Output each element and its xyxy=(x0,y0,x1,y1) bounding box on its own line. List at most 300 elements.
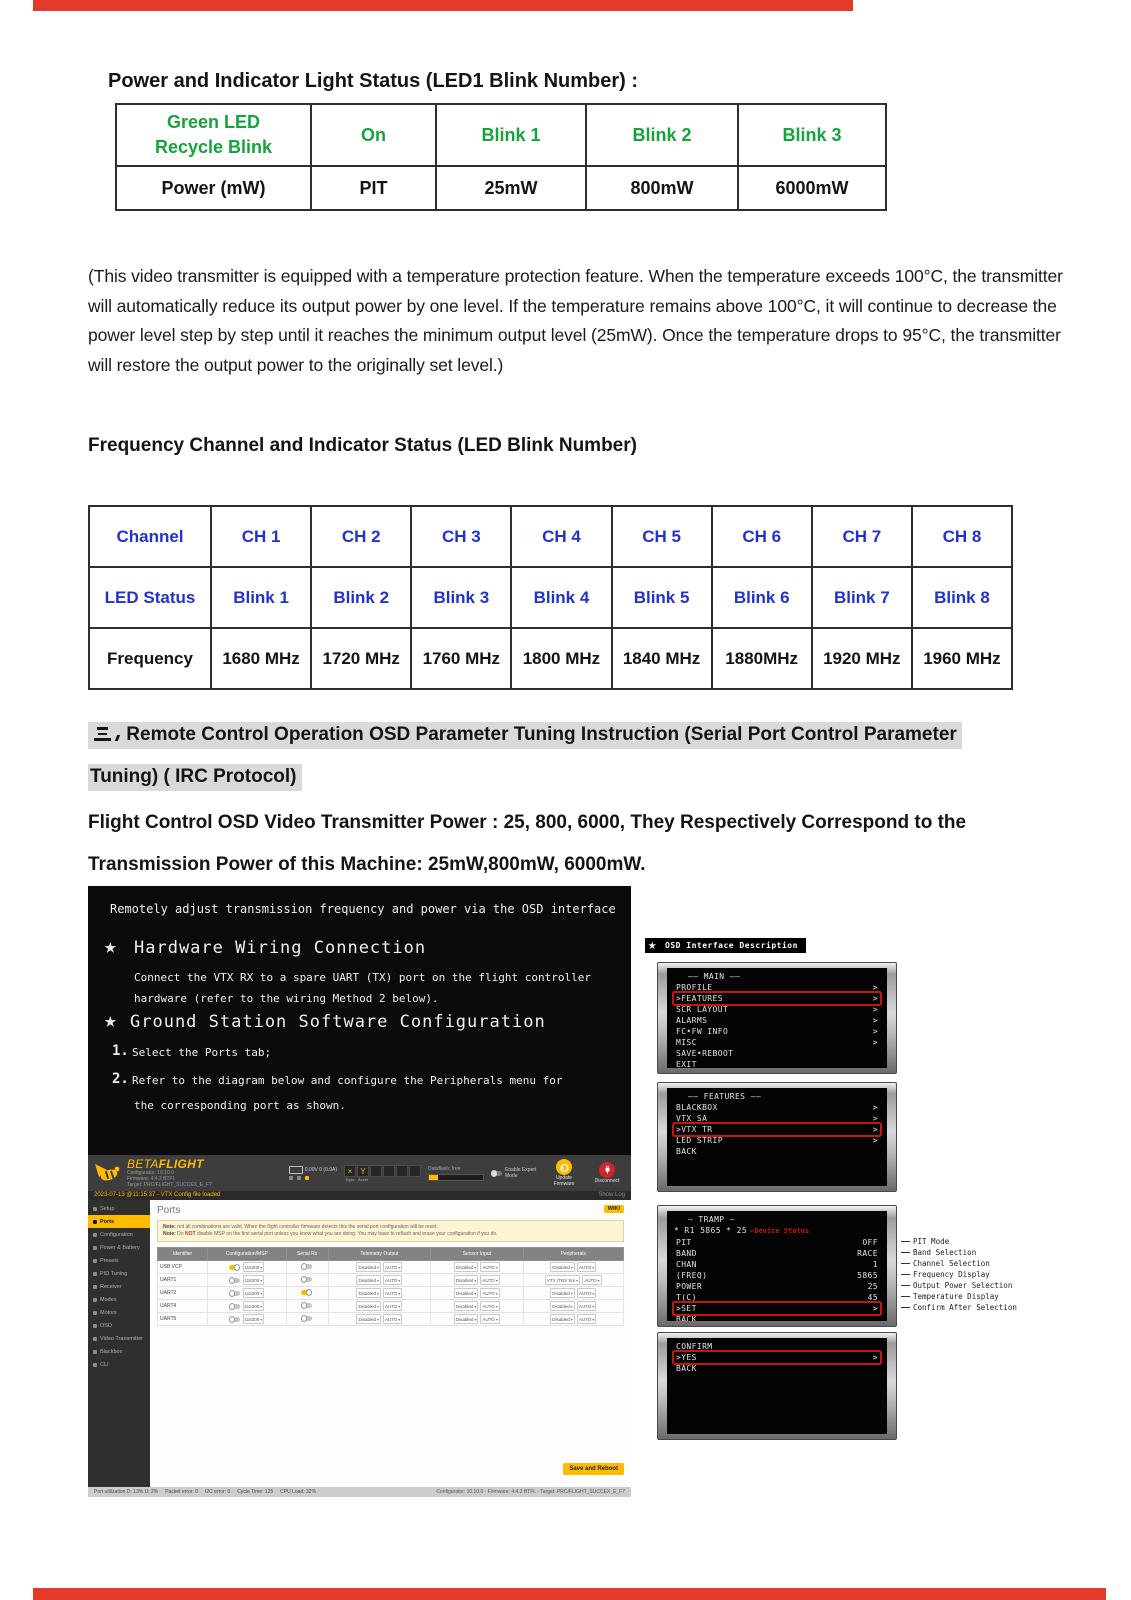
table-cell xyxy=(738,166,886,210)
msp-baud-select[interactable] xyxy=(243,1288,265,1298)
table-cell: Blink 7 xyxy=(812,567,912,628)
osd-menu-item[interactable] xyxy=(674,1341,880,1352)
osd-menu-item[interactable] xyxy=(674,1102,880,1113)
port-serialrx-cell xyxy=(286,1300,328,1313)
osd-item-label: SAVE•REBOOT xyxy=(676,1049,734,1058)
ports-note-line1 xyxy=(163,1224,618,1231)
chevron-down-icon: ▾ xyxy=(260,1316,263,1322)
chevron-down-icon: ▾ xyxy=(398,1264,401,1270)
osd-menu-item[interactable] xyxy=(674,1237,880,1248)
step2-text-b: the corresponding port as shown. xyxy=(134,1099,346,1112)
section3-heading-line2: Tuning) ( IRC Protocol) xyxy=(88,764,302,791)
telemetry-select[interactable] xyxy=(356,1275,381,1285)
port-sensor-cell xyxy=(431,1287,523,1300)
osd-item-label: (FREQ) xyxy=(676,1271,708,1280)
header-right-cluster xyxy=(289,1159,625,1187)
ports-table xyxy=(157,1247,624,1326)
select-value: 115200 xyxy=(244,1316,260,1322)
sidebar-item-icon xyxy=(93,1259,97,1263)
osd-annotation xyxy=(901,1291,999,1302)
betaflight-sidebar xyxy=(88,1200,150,1487)
port-identifier-cell: UART4 xyxy=(158,1300,208,1313)
hardware-wiring-body1: Connect the VTX RX to a spare UART (TX) port on the flight controller xyxy=(134,971,591,984)
osd-menu-item[interactable] xyxy=(674,1124,880,1135)
toggle-knob xyxy=(229,1290,235,1297)
battery-voltage-text: 0.00V 0 (0.0A) xyxy=(304,1167,337,1173)
peripheral-select-baud[interactable] xyxy=(582,1275,601,1285)
annotation-leader-line xyxy=(901,1252,910,1253)
select-value: VTX (TBS Sm xyxy=(546,1277,576,1283)
sidebar-item-label: Video Transmitter xyxy=(100,1335,144,1342)
msp-baud-select[interactable] xyxy=(243,1314,265,1324)
osd-item-label: CHAN xyxy=(676,1260,697,1269)
chevron-down-icon: ▾ xyxy=(495,1264,498,1270)
osd-menu-item[interactable] xyxy=(674,1363,880,1374)
serial-rx-toggle[interactable] xyxy=(301,1290,312,1295)
update-firmware-button[interactable] xyxy=(556,1159,572,1175)
telemetry-select[interactable] xyxy=(356,1314,381,1324)
chevron-down-icon: ▾ xyxy=(474,1303,477,1309)
select-value: Disabled xyxy=(455,1277,474,1283)
osd-screen-features xyxy=(657,1082,897,1192)
sidebar-item-label: PID Tuning xyxy=(100,1270,128,1277)
wiki-badge[interactable]: WIKI xyxy=(604,1205,624,1213)
sidebar-item-label: Motors xyxy=(100,1309,117,1316)
sidebar-item-modes[interactable] xyxy=(88,1293,150,1306)
osd-menu-item[interactable] xyxy=(674,982,880,993)
port-serialrx-cell xyxy=(286,1313,328,1326)
sidebar-item-configuration[interactable] xyxy=(88,1228,150,1241)
osd-menu-item[interactable] xyxy=(674,1314,880,1321)
osd-label-text: OSD Interface Description xyxy=(665,941,798,950)
osd-menu-item[interactable] xyxy=(674,1259,880,1270)
status-item: I2C error: 0 xyxy=(205,1489,231,1495)
sensor-select-baud[interactable] xyxy=(480,1262,499,1272)
msp-toggle[interactable] xyxy=(229,1291,240,1296)
osd-menu-item[interactable] xyxy=(674,1352,880,1363)
osd-item-label: MISC xyxy=(676,1038,697,1047)
chevron-down-icon: ▾ xyxy=(597,1277,600,1283)
chevron-down-icon: ▾ xyxy=(474,1277,477,1283)
port-telemetry-cell xyxy=(328,1313,430,1326)
port-peripheral-cell xyxy=(523,1261,623,1274)
msp-toggle[interactable] xyxy=(229,1317,240,1322)
expert-mode-control xyxy=(491,1167,539,1179)
sensor-select[interactable] xyxy=(454,1288,479,1298)
osd-item-value: > xyxy=(872,1038,878,1047)
select-value: Disabled xyxy=(358,1277,376,1283)
betaflight-logo-text xyxy=(127,1156,212,1171)
chevron-down-icon: ▾ xyxy=(570,1303,573,1309)
telemetry-select-baud[interactable] xyxy=(383,1314,402,1324)
select-value: Disabled xyxy=(455,1264,474,1270)
table-cell-line: 25mW xyxy=(484,177,538,198)
osd-item-label: ALARMS xyxy=(676,1016,708,1025)
table-cell-line: Recycle Blink xyxy=(154,137,273,157)
table-cell: Blink 3 xyxy=(411,567,511,628)
chevron-down-icon: ▾ xyxy=(592,1316,595,1322)
telemetry-select-baud[interactable] xyxy=(383,1288,402,1298)
sensor-select-baud[interactable] xyxy=(480,1314,499,1324)
select-value: Disabled xyxy=(455,1290,474,1296)
osd-item-value: 5865 xyxy=(857,1271,878,1280)
select-value: AUTO xyxy=(584,1277,597,1283)
table-cell-line: PIT xyxy=(359,177,388,198)
osd-item-value: > xyxy=(872,1027,878,1036)
step2-number: 2. xyxy=(112,1071,129,1087)
chevron-down-icon: ▾ xyxy=(376,1303,379,1309)
sidebar-item-receiver[interactable] xyxy=(88,1280,150,1293)
sidebar-item-pid-tuning[interactable] xyxy=(88,1267,150,1280)
ports-column-header: Sensor Input xyxy=(431,1248,523,1261)
osd-item-label: >SET xyxy=(676,1304,697,1313)
sidebar-item-setup[interactable] xyxy=(88,1202,150,1215)
status-item: Packet error: 0 xyxy=(165,1489,198,1495)
table-cell: 1760 MHz xyxy=(411,628,511,689)
star-icon: ★ xyxy=(104,934,117,958)
port-serialrx-cell xyxy=(286,1261,328,1274)
osd-menu-item[interactable] xyxy=(674,1037,880,1048)
port-sensor-cell xyxy=(431,1261,523,1274)
osd-annotation xyxy=(901,1302,1017,1313)
osd-screen-title: — TRAMP — xyxy=(688,1215,735,1224)
port-serialrx-cell xyxy=(286,1274,328,1287)
frequency-channel-table xyxy=(88,505,1013,690)
dataflash-fill xyxy=(429,1175,438,1180)
select-value: AUTO xyxy=(384,1277,398,1283)
peripheral-select[interactable] xyxy=(545,1275,580,1285)
osd-item-value: > xyxy=(872,983,878,992)
sidebar-item-icon xyxy=(93,1233,97,1237)
sidebar-item-motors[interactable] xyxy=(88,1306,150,1319)
temperature-protection-note: (This video transmitter is equipped with a temperature protection feature. When the temperature exceeds 100°C, the transmitter will automatically reduce its output power by one level. If the temperature remains above 100°C, it will continue to decrease the power level step by step until it reaches the minimum output level (25mW). Once the temperature drops to 95°C, the transmitter will restore the output power to the originally set level.) xyxy=(88,266,1063,375)
table-cell: CH 7 xyxy=(812,506,912,567)
port-identifier-cell: UART1 xyxy=(158,1274,208,1287)
select-value: 115200 xyxy=(244,1290,260,1296)
port-telemetry-cell xyxy=(328,1261,430,1274)
sidebar-item-blackbox[interactable] xyxy=(88,1345,150,1358)
sensor-select[interactable] xyxy=(454,1301,479,1311)
sidebar-item-label: Setup xyxy=(100,1205,115,1212)
peripheral-select-baud[interactable] xyxy=(577,1314,596,1324)
msp-baud-select[interactable] xyxy=(243,1301,265,1311)
frequency-table-row xyxy=(89,567,1012,628)
chevron-down-icon: ▾ xyxy=(376,1264,379,1270)
table-cell: CH 6 xyxy=(712,506,812,567)
port-identifier-cell: UART2 xyxy=(158,1287,208,1300)
osd-item-label: PROFILE xyxy=(676,983,713,992)
usb-status-icon xyxy=(289,1176,293,1180)
osd-item-label: POWER xyxy=(676,1282,703,1291)
osd-menu-item[interactable] xyxy=(674,1015,880,1026)
sidebar-item-label: Configuration xyxy=(100,1231,133,1238)
sidebar-item-icon xyxy=(93,1246,97,1250)
sidebar-item-osd[interactable] xyxy=(88,1319,150,1332)
table-cell: Frequency xyxy=(89,628,211,689)
ports-tab-content xyxy=(150,1200,631,1487)
annotation-leader-line xyxy=(901,1285,910,1286)
chevron-down-icon: ▾ xyxy=(495,1277,498,1283)
select-value: AUTO xyxy=(482,1303,495,1309)
osd-item-value: RACE xyxy=(857,1249,878,1258)
osd-power-desc-line1: Flight Control OSD Video Transmitter Power : 25, 800, 6000, They Respectively Correspond to the xyxy=(88,812,967,833)
annotation-leader-line xyxy=(901,1296,910,1297)
annotation-text: Frequency Display xyxy=(913,1270,990,1279)
betaflight-header xyxy=(88,1155,631,1191)
table-cell: CH 2 xyxy=(311,506,411,567)
select-value: 115200 xyxy=(244,1277,260,1283)
osd-menu-item[interactable] xyxy=(674,1135,880,1146)
status-items xyxy=(94,1489,316,1495)
heading-power-indicator: Power and Indicator Light Status (LED1 Blink Number) : xyxy=(108,70,639,92)
telemetry-select[interactable] xyxy=(356,1262,381,1272)
chevron-down-icon: ▾ xyxy=(398,1303,401,1309)
disconnect-button[interactable] xyxy=(599,1162,615,1178)
chevron-down-icon: ▾ xyxy=(592,1303,595,1309)
osd-menu-item[interactable] xyxy=(674,1048,880,1059)
annotation-text: Temperature Display xyxy=(913,1292,999,1301)
table-cell: 1720 MHz xyxy=(311,628,411,689)
table-cell xyxy=(586,104,738,166)
sidebar-item-video-transmitter[interactable] xyxy=(88,1332,150,1345)
osd-screen-title: —— MAIN —— xyxy=(688,972,741,981)
table-cell-line: Power (mW) xyxy=(161,177,266,198)
table-cell xyxy=(311,166,436,210)
osd-menu-item[interactable] xyxy=(674,1026,880,1037)
osd-screen-confirm xyxy=(657,1332,897,1440)
osd-menu-item[interactable] xyxy=(674,1270,880,1281)
sonar-sensor-icon xyxy=(409,1165,421,1177)
osd-menu-item[interactable] xyxy=(674,1113,880,1124)
sidebar-item-icon xyxy=(93,1285,97,1289)
select-value: AUTO xyxy=(384,1303,398,1309)
osd-menu-item[interactable] xyxy=(674,1004,880,1015)
msp-toggle[interactable] xyxy=(229,1265,240,1270)
expert-mode-label: Enable Expert Mode xyxy=(505,1167,537,1179)
star-icon: ★ xyxy=(648,937,657,953)
sensor-select[interactable] xyxy=(454,1314,479,1324)
port-telemetry-cell xyxy=(328,1300,430,1313)
sidebar-item-label: Power & Battery xyxy=(100,1244,140,1251)
hardware-wiring-body2: hardware (refer to the wiring Method 2 below). xyxy=(134,992,439,1005)
serial-rx-toggle[interactable] xyxy=(301,1277,312,1282)
note2-label: Note: xyxy=(163,1231,176,1237)
sidebar-item-label: Receiver xyxy=(100,1283,122,1290)
note2-not: NOT xyxy=(184,1231,196,1237)
status-item: Port utilization D: 13% U: 2% xyxy=(94,1489,159,1495)
chevron-down-icon: ▾ xyxy=(495,1316,498,1322)
telemetry-select-baud[interactable] xyxy=(383,1275,402,1285)
osd-item-value: > xyxy=(872,1016,878,1025)
sidebar-item-ports[interactable] xyxy=(88,1215,150,1228)
table-cell-line: Green LED xyxy=(166,112,261,132)
select-value: Disabled xyxy=(455,1303,474,1309)
ports-column-header: Peripherals xyxy=(523,1248,623,1261)
toggle-knob xyxy=(301,1263,307,1270)
expert-mode-toggle[interactable] xyxy=(491,1171,502,1176)
heading-frequency-channel: Frequency Channel and Indicator Status (LED Blink Number) xyxy=(88,435,637,456)
osd-menu-item[interactable] xyxy=(674,1248,880,1259)
sidebar-item-icon xyxy=(93,1311,97,1315)
select-value: AUTO xyxy=(384,1290,398,1296)
chevron-down-icon: ▾ xyxy=(376,1290,379,1296)
msp-toggle[interactable] xyxy=(229,1278,240,1283)
chevron-down-icon: ▾ xyxy=(576,1277,579,1283)
msp-baud-select[interactable] xyxy=(243,1275,265,1285)
sidebar-item-power-battery[interactable] xyxy=(88,1241,150,1254)
annotation-text: PIT Mode xyxy=(913,1237,950,1246)
telemetry-select[interactable] xyxy=(356,1301,381,1311)
chevron-down-icon: ▾ xyxy=(570,1264,573,1270)
osd-menu-item[interactable] xyxy=(674,1281,880,1292)
betaflight-log-bar xyxy=(88,1191,631,1200)
sidebar-item-label: Ports xyxy=(100,1218,115,1225)
osd-item-label: LED STRIP xyxy=(676,1136,723,1145)
telemetry-select-baud[interactable] xyxy=(383,1262,402,1272)
disconnect-control xyxy=(589,1162,625,1185)
sensor-select[interactable] xyxy=(454,1262,479,1272)
table-cell-line: On xyxy=(361,124,386,145)
chevron-down-icon: ▾ xyxy=(474,1316,477,1322)
peripheral-select[interactable] xyxy=(550,1301,575,1311)
osd-menu-item[interactable] xyxy=(674,1303,880,1314)
shield-status-icon xyxy=(297,1176,301,1180)
osd-item-value: > xyxy=(872,1353,878,1362)
telemetry-select-baud[interactable] xyxy=(383,1301,402,1311)
serial-rx-toggle[interactable] xyxy=(301,1303,312,1308)
osd-screen-main xyxy=(657,962,897,1074)
osd-item-label: CONFIRM xyxy=(676,1342,713,1351)
chevron-down-icon: ▾ xyxy=(376,1277,379,1283)
msp-baud-select[interactable] xyxy=(243,1262,265,1272)
select-value: AUTO xyxy=(384,1264,398,1270)
peripheral-select[interactable] xyxy=(550,1262,575,1272)
table-cell-line: Blink 3 xyxy=(782,124,842,145)
osd-instruction-panel xyxy=(88,886,631,1155)
peripheral-select-baud[interactable] xyxy=(577,1262,596,1272)
select-value: AUTO xyxy=(482,1290,495,1296)
table-cell xyxy=(436,104,586,166)
select-value: AUTO xyxy=(578,1303,592,1309)
annotation-leader-line xyxy=(901,1307,910,1308)
sidebar-item-icon xyxy=(93,1363,97,1367)
peripheral-select-baud[interactable] xyxy=(577,1288,596,1298)
save-and-reboot-button[interactable]: Save and Reboot xyxy=(563,1463,624,1475)
betaflight-logo-block xyxy=(127,1156,212,1188)
ports-tab-title: Ports xyxy=(157,1205,181,1216)
table-cell xyxy=(311,104,436,166)
chevron-down-icon: ▾ xyxy=(260,1264,263,1270)
annotation-leader-line xyxy=(901,1241,910,1242)
table-cell: CH 5 xyxy=(612,506,712,567)
osd-annotation xyxy=(901,1258,990,1269)
osd-menu-item[interactable] xyxy=(674,1292,880,1303)
telemetry-select[interactable] xyxy=(356,1288,381,1298)
port-msp-cell xyxy=(208,1261,286,1274)
osd-item-label: T(C) xyxy=(676,1293,697,1302)
table-cell: Blink 2 xyxy=(311,567,411,628)
osd-item-label: >FEATURES xyxy=(676,994,723,1003)
status-item: Cycle Time: 125 xyxy=(237,1489,274,1495)
sidebar-item-cli[interactable] xyxy=(88,1358,150,1371)
sensor-select-baud[interactable] xyxy=(480,1275,499,1285)
step1-text: Select the Ports tab; xyxy=(132,1046,272,1059)
select-value: AUTO xyxy=(482,1316,495,1322)
table-cell xyxy=(116,104,311,166)
port-sensor-cell xyxy=(431,1313,523,1326)
osd-screen-display xyxy=(667,1338,887,1434)
table-cell: 1920 MHz xyxy=(812,628,912,689)
osd-item-label: FC•FW INFO xyxy=(676,1027,729,1036)
sensor-select-baud[interactable] xyxy=(480,1301,499,1311)
gyro-sensor-label: Gyro xyxy=(345,1176,355,1182)
osd-screen-tramp xyxy=(657,1205,897,1327)
annotation-text: Output Power Selection xyxy=(913,1281,1013,1290)
select-value: Disabled xyxy=(358,1264,376,1270)
table-cell-line: Blink 2 xyxy=(632,124,692,145)
power-table-row xyxy=(116,104,886,166)
table-cell: CH 8 xyxy=(912,506,1012,567)
osd-item-value: > xyxy=(872,1114,878,1123)
chevron-down-icon: ▾ xyxy=(570,1290,573,1296)
sidebar-item-label: Modes xyxy=(100,1296,117,1303)
device-status-annotation: ←Device Status xyxy=(750,1227,810,1235)
ports-column-header: Serial Rx xyxy=(286,1248,328,1261)
power-table-row xyxy=(116,166,886,210)
select-value: Disabled xyxy=(358,1290,376,1296)
peripheral-select-baud[interactable] xyxy=(577,1301,596,1311)
port-msp-cell xyxy=(208,1313,286,1326)
osd-item-value: > xyxy=(872,1304,878,1313)
port-msp-cell xyxy=(208,1287,286,1300)
osd-status-text: * R1 5865 * 25 xyxy=(674,1226,748,1235)
osd-screen-title: —— FEATURES —— xyxy=(688,1092,762,1101)
port-peripheral-cell xyxy=(523,1287,623,1300)
osd-item-value: > xyxy=(872,1103,878,1112)
select-value: Disabled xyxy=(552,1290,570,1296)
peripheral-select[interactable] xyxy=(550,1288,575,1298)
osd-item-value: > xyxy=(872,1125,878,1134)
battery-widget xyxy=(289,1166,337,1180)
select-value: AUTO xyxy=(578,1290,592,1296)
osd-menu-item[interactable] xyxy=(674,993,880,1004)
betaflight-bee-logo-icon xyxy=(94,1162,120,1184)
show-log-link[interactable]: Show Log xyxy=(598,1192,625,1198)
table-cell: Blink 8 xyxy=(912,567,1012,628)
serial-rx-toggle[interactable] xyxy=(301,1316,312,1321)
cjk-san-icon xyxy=(94,727,111,741)
accel-sensor-icon: Y xyxy=(357,1165,369,1177)
msp-toggle[interactable] xyxy=(229,1304,240,1309)
osd-annotation xyxy=(901,1247,976,1258)
osd-menu-item[interactable] xyxy=(674,1059,880,1068)
serial-rx-toggle[interactable] xyxy=(301,1264,312,1269)
sensor-select[interactable] xyxy=(454,1275,479,1285)
frequency-table-row xyxy=(89,628,1012,689)
dataflash-label: Dataflash: free xyxy=(428,1165,461,1172)
hardware-wiring-title: Hardware Wiring Connection xyxy=(134,938,427,958)
sensor-select-baud[interactable] xyxy=(480,1288,499,1298)
sidebar-item-label: Presets xyxy=(100,1257,119,1264)
osd-menu-item[interactable] xyxy=(674,1146,880,1157)
toggle-knob xyxy=(301,1315,307,1322)
table-cell xyxy=(436,166,586,210)
wrench-status-icon xyxy=(305,1176,309,1180)
port-sensor-cell xyxy=(431,1274,523,1287)
sidebar-item-presets[interactable] xyxy=(88,1254,150,1267)
ports-table-row xyxy=(158,1274,624,1287)
peripheral-select[interactable] xyxy=(550,1314,575,1324)
